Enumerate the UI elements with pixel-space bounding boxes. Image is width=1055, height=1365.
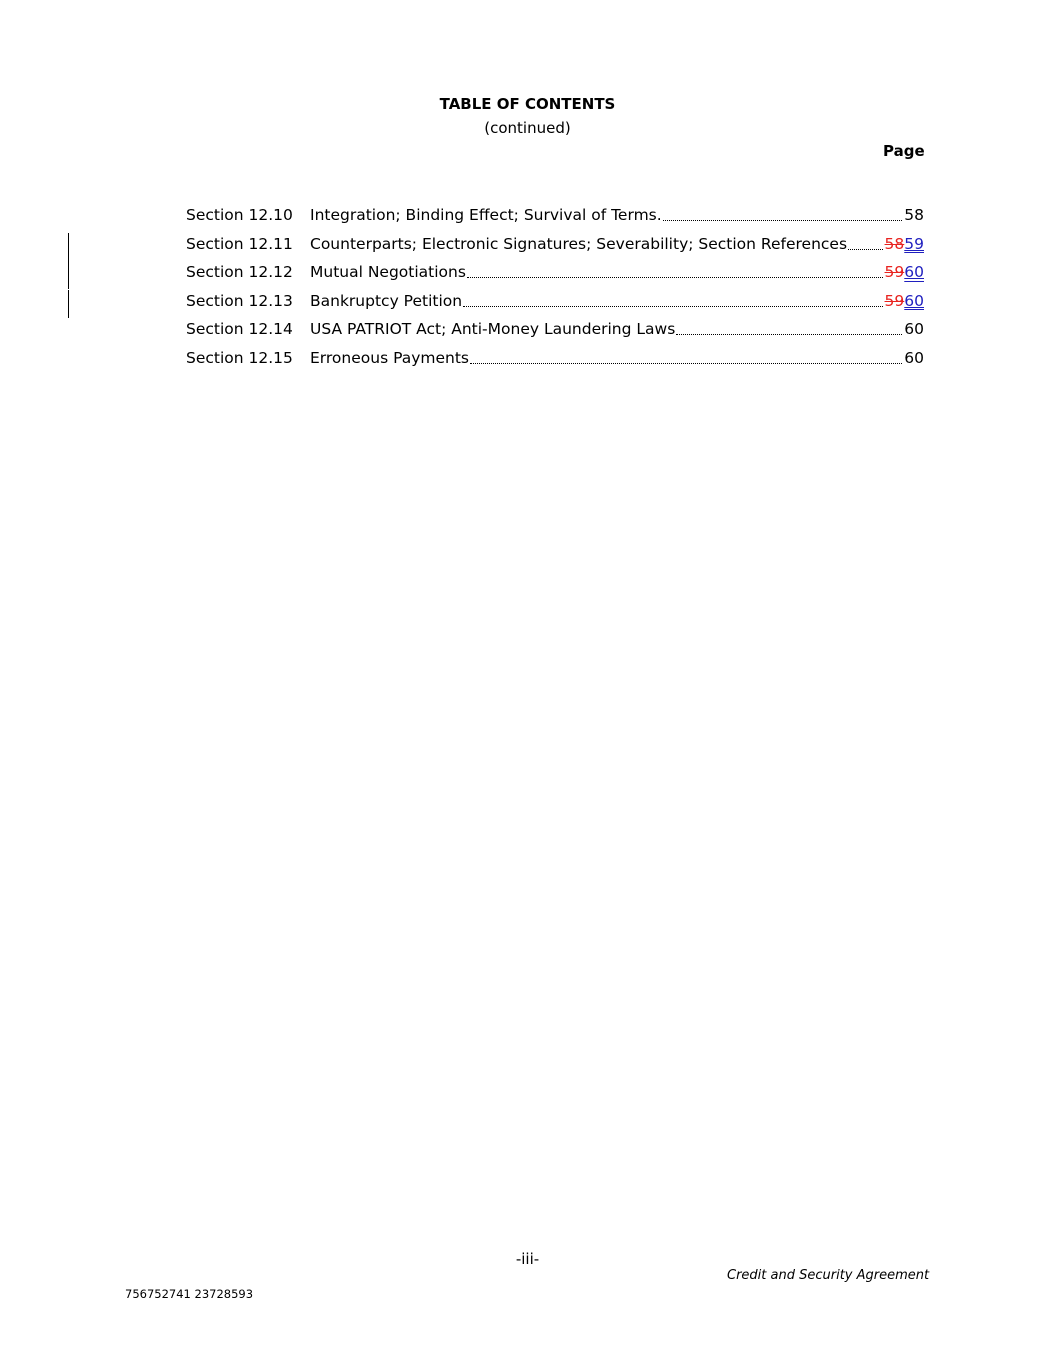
section-title: Bankruptcy Petition [310,291,463,310]
section-number: Section 12.10 [186,206,293,224]
section-number: Section 12.12 [186,263,293,282]
section-number: Section 12.13 [186,291,293,310]
toc-entry[interactable] [186,318,924,347]
toc-subtitle: (continued) [484,119,571,137]
page-number [885,233,924,255]
deleted-page-number: 59 [884,263,905,282]
dot-leader [848,233,882,250]
dot-leader [676,318,902,335]
dot-leader [663,204,903,221]
page-number: 60 [904,348,924,367]
toc-entry[interactable] [186,290,924,319]
toc-list [186,204,924,376]
deleted-page-number: 59 [884,291,905,310]
section-title: Integration; Binding Effect; Survival of Terms. [310,206,662,224]
footer-document-name: Credit and Security Agreement [727,1268,930,1283]
revision-change-bar [68,261,69,289]
footer-page-number: -iii- [515,1250,540,1268]
page-number [885,290,924,312]
deleted-page-number: 58 [884,234,905,253]
toc-entry[interactable] [186,347,924,376]
page-number: 60 [904,320,924,339]
inserted-page-number: 59 [904,234,924,253]
section-title: USA PATRIOT Act; Anti-Money Laundering Laws [310,320,676,339]
inserted-page-number: 60 [904,291,924,310]
footer-document-id: 756752741 23728593 [125,1287,254,1301]
toc-entry[interactable] [186,204,924,233]
section-title: Counterparts; Electronic Signatures; Severability; Section References [310,234,848,253]
section-title: Erroneous Payments [310,348,470,367]
toc-entry[interactable] [186,261,924,290]
dot-leader [463,290,882,307]
page-column-label: Page [883,142,925,160]
section-number: Section 12.15 [186,348,293,367]
toc-title: TABLE OF CONTENTS [439,95,616,113]
section-number: Section 12.14 [186,320,293,339]
revision-change-bar [68,233,69,261]
section-title: Mutual Negotiations [310,263,466,282]
dot-leader [470,347,902,364]
inserted-page-number: 60 [904,263,924,282]
revision-change-bar [68,290,69,318]
dot-leader [467,261,883,278]
section-number: Section 12.11 [186,234,293,253]
toc-entry[interactable] [186,233,924,262]
page-number [885,261,924,283]
page-number: 58 [904,206,924,224]
